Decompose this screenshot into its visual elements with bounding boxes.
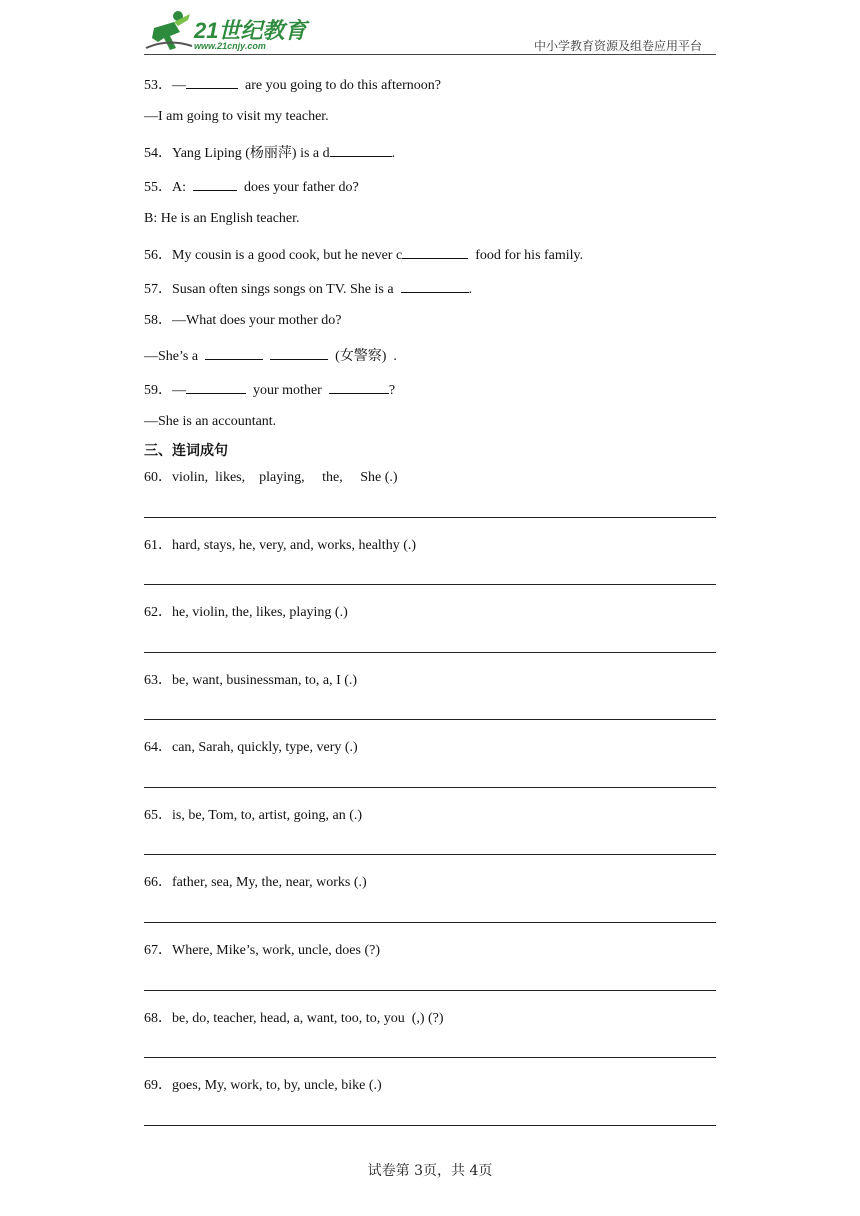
word-list: hard, stays, he, very, and, works, healthy (.)	[172, 538, 417, 553]
question-number: 60．	[144, 470, 172, 485]
question-text: Susan often sings songs on TV. She is a	[172, 282, 401, 297]
question-text-2: food for his family.	[468, 248, 584, 263]
question-62	[144, 604, 348, 622]
platform-name: 中小学教育资源及组卷应用平台	[533, 39, 702, 53]
word-list: is, be, Tom, to, artist, going, an (.)	[172, 808, 363, 823]
question-dash: —	[172, 383, 186, 398]
question-65	[144, 807, 362, 825]
answer-line-60[interactable]	[144, 517, 716, 518]
logo-text: 21世纪教育	[194, 18, 307, 43]
word-list: can, Sarah, quickly, type, very (.)	[172, 740, 358, 755]
question-66	[144, 874, 367, 892]
question-number: 62．	[144, 605, 172, 620]
answer-prefix: —She’s a	[144, 349, 206, 364]
answer-line-64[interactable]	[144, 787, 716, 788]
question-dash: —	[172, 78, 186, 93]
question-64	[144, 739, 358, 757]
page-footer: 试卷第 3页，共 4页	[367, 1163, 493, 1179]
question-number: 67．	[144, 943, 172, 958]
section-heading: 三、连词成句	[144, 443, 228, 459]
page-header	[144, 6, 716, 54]
question-number: 55．	[144, 180, 172, 195]
question-54	[144, 142, 395, 163]
question-58-answer: —She’s a (女警察) .	[144, 345, 397, 366]
question-number: 68．	[144, 1011, 172, 1026]
question-end: ?	[388, 383, 396, 398]
answer-line-62[interactable]	[144, 652, 716, 653]
question-60	[144, 469, 398, 487]
answer-blank[interactable]	[193, 176, 237, 191]
question-number: 54．	[144, 146, 172, 161]
question-number: 66．	[144, 875, 172, 890]
question-text: your mother	[246, 383, 329, 398]
answer-blank[interactable]	[401, 278, 469, 293]
answer-line-66[interactable]	[144, 922, 716, 923]
question-55-answer: B: He is an English teacher.	[144, 211, 300, 226]
question-number: 59．	[144, 383, 172, 398]
answer-line-63[interactable]	[144, 719, 716, 720]
question-number: 58．	[144, 313, 172, 328]
answer-blank[interactable]	[330, 142, 392, 157]
question-number: 65．	[144, 808, 172, 823]
question-53	[144, 74, 441, 95]
question-end: .	[391, 146, 396, 161]
word-list: violin, likes, playing, the, She (.)	[172, 470, 398, 485]
answer-line-65[interactable]	[144, 854, 716, 855]
word-list: goes, My, work, to, by, uncle, bike (.)	[172, 1078, 382, 1093]
word-list: he, violin, the, likes, playing (.)	[172, 605, 348, 620]
chinese-hint: 杨丽萍	[249, 145, 292, 161]
question-63	[144, 672, 357, 690]
answer-blank-2[interactable]	[270, 345, 328, 360]
answer-blank-1[interactable]	[205, 345, 263, 360]
chinese-hint: 女警察	[339, 348, 382, 364]
question-end: .	[386, 349, 397, 364]
question-67	[144, 942, 380, 960]
header-divider	[144, 54, 716, 55]
question-text: —What does your mother do?	[172, 313, 342, 328]
question-text: are you going to do this afternoon?	[238, 78, 441, 93]
question-text: does your father do?	[237, 180, 359, 195]
word-list: be, want, businessman, to, a, I (.)	[172, 673, 358, 688]
answer-line-61[interactable]	[144, 584, 716, 585]
question-53-answer: —I am going to visit my teacher.	[144, 109, 329, 124]
logo	[144, 8, 314, 52]
answer-blank-2[interactable]	[329, 379, 389, 394]
question-number: 53．	[144, 78, 172, 93]
question-number: 61．	[144, 538, 172, 553]
runner-logo-icon	[144, 8, 194, 52]
question-number: 64．	[144, 740, 172, 755]
question-text: My cousin is a good cook, but he never c	[172, 248, 403, 263]
word-list: be, do, teacher, head, a, want, too, to, you (,) (?)	[172, 1011, 444, 1026]
answer-blank[interactable]	[402, 244, 468, 259]
question-end: .	[468, 282, 473, 297]
answer-line-68[interactable]	[144, 1057, 716, 1058]
question-number: 63．	[144, 673, 172, 688]
question-56	[144, 244, 583, 265]
question-58	[144, 312, 342, 330]
question-69	[144, 1077, 382, 1095]
question-57	[144, 278, 472, 299]
answer-line-69[interactable]	[144, 1125, 716, 1126]
question-68	[144, 1010, 444, 1028]
question-text-2: ) is a d	[291, 146, 330, 161]
question-number: 69．	[144, 1078, 172, 1093]
question-61	[144, 537, 416, 555]
question-59	[144, 379, 395, 400]
word-list: Where, Mike’s, work, uncle, does (?)	[172, 943, 380, 958]
logo-url: www.21cnjy.com	[194, 41, 266, 51]
question-number: 56．	[144, 248, 172, 263]
answer-blank[interactable]	[186, 74, 238, 89]
question-text: Yang Liping (	[172, 146, 250, 161]
speaker-label: A:	[172, 180, 193, 195]
question-number: 57．	[144, 282, 172, 297]
answer-line-67[interactable]	[144, 990, 716, 991]
question-55	[144, 176, 359, 197]
answer-blank-1[interactable]	[186, 379, 246, 394]
question-59-answer: —She is an accountant.	[144, 414, 277, 429]
word-list: father, sea, My, the, near, works (.)	[172, 875, 367, 890]
